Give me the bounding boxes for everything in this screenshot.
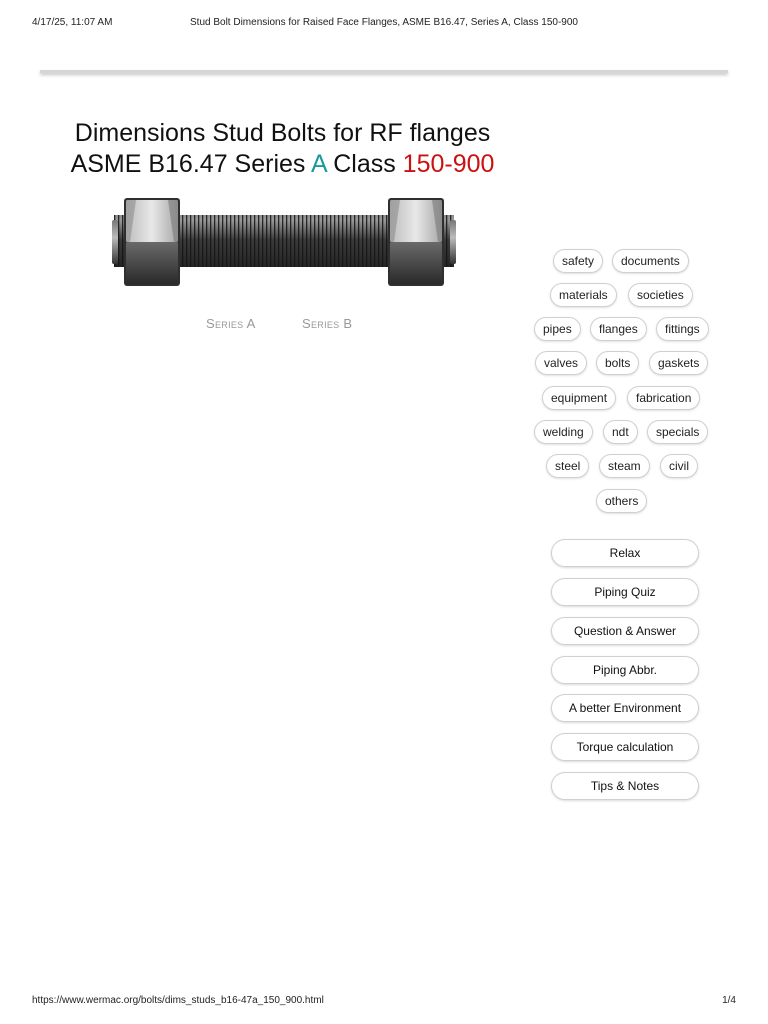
print-datetime: 4/17/25, 11:07 AM — [32, 17, 113, 28]
tag-bolts[interactable]: bolts — [596, 351, 639, 375]
tag-fittings[interactable]: fittings — [656, 317, 709, 341]
tag-equipment[interactable]: equipment — [542, 386, 616, 410]
title-series-letter: A — [310, 150, 327, 178]
tag-welding[interactable]: welding — [534, 420, 593, 444]
page-title — [50, 118, 515, 180]
tag-flanges[interactable]: flanges — [590, 317, 647, 341]
tab-series-b[interactable]: Series B — [302, 316, 353, 331]
question-answer-button[interactable]: Question & Answer — [551, 617, 699, 645]
piping-abbr-button[interactable]: Piping Abbr. — [551, 656, 699, 684]
print-page-title: Stud Bolt Dimensions for Raised Face Flanges, ASME B16.47, Series A, Class 150-900 — [190, 17, 578, 28]
tag-documents[interactable]: documents — [612, 249, 689, 273]
header-divider — [40, 70, 728, 73]
tag-valves[interactable]: valves — [535, 351, 587, 375]
tag-specials[interactable]: specials — [647, 420, 708, 444]
tag-others[interactable]: others — [596, 489, 647, 513]
tag-pipes[interactable]: pipes — [534, 317, 581, 341]
tag-societies[interactable]: societies — [628, 283, 693, 307]
title-line-1: Dimensions Stud Bolts for RF flanges — [74, 119, 491, 147]
relax-button[interactable]: Relax — [551, 539, 699, 567]
better-environment-button[interactable]: A better Environment — [551, 694, 699, 722]
series-tabs — [190, 316, 380, 336]
tab-series-a[interactable]: Series A — [206, 316, 256, 331]
title-line-2-prefix: ASME B16.47 Series — [70, 150, 311, 178]
torque-calculation-button[interactable]: Torque calculation — [551, 733, 699, 761]
piping-quiz-button[interactable]: Piping Quiz — [551, 578, 699, 606]
title-class-range: 150-900 — [402, 150, 495, 178]
tag-steel[interactable]: steel — [546, 454, 589, 478]
tag-steam[interactable]: steam — [599, 454, 650, 478]
stud-bolt-with-nuts-image — [110, 196, 458, 288]
tag-materials[interactable]: materials — [550, 283, 617, 307]
print-url: https://www.wermac.org/bolts/dims_studs_b16-47a_150_900.html — [32, 995, 324, 1006]
print-header — [0, 17, 768, 31]
tag-fabrication[interactable]: fabrication — [627, 386, 700, 410]
tag-civil[interactable]: civil — [660, 454, 698, 478]
tips-notes-button[interactable]: Tips & Notes — [551, 772, 699, 800]
tag-ndt[interactable]: ndt — [603, 420, 638, 444]
tag-gaskets[interactable]: gaskets — [649, 351, 708, 375]
tag-safety[interactable]: safety — [553, 249, 603, 273]
print-page-number: 1/4 — [722, 995, 736, 1006]
title-class-word: Class — [326, 150, 403, 178]
